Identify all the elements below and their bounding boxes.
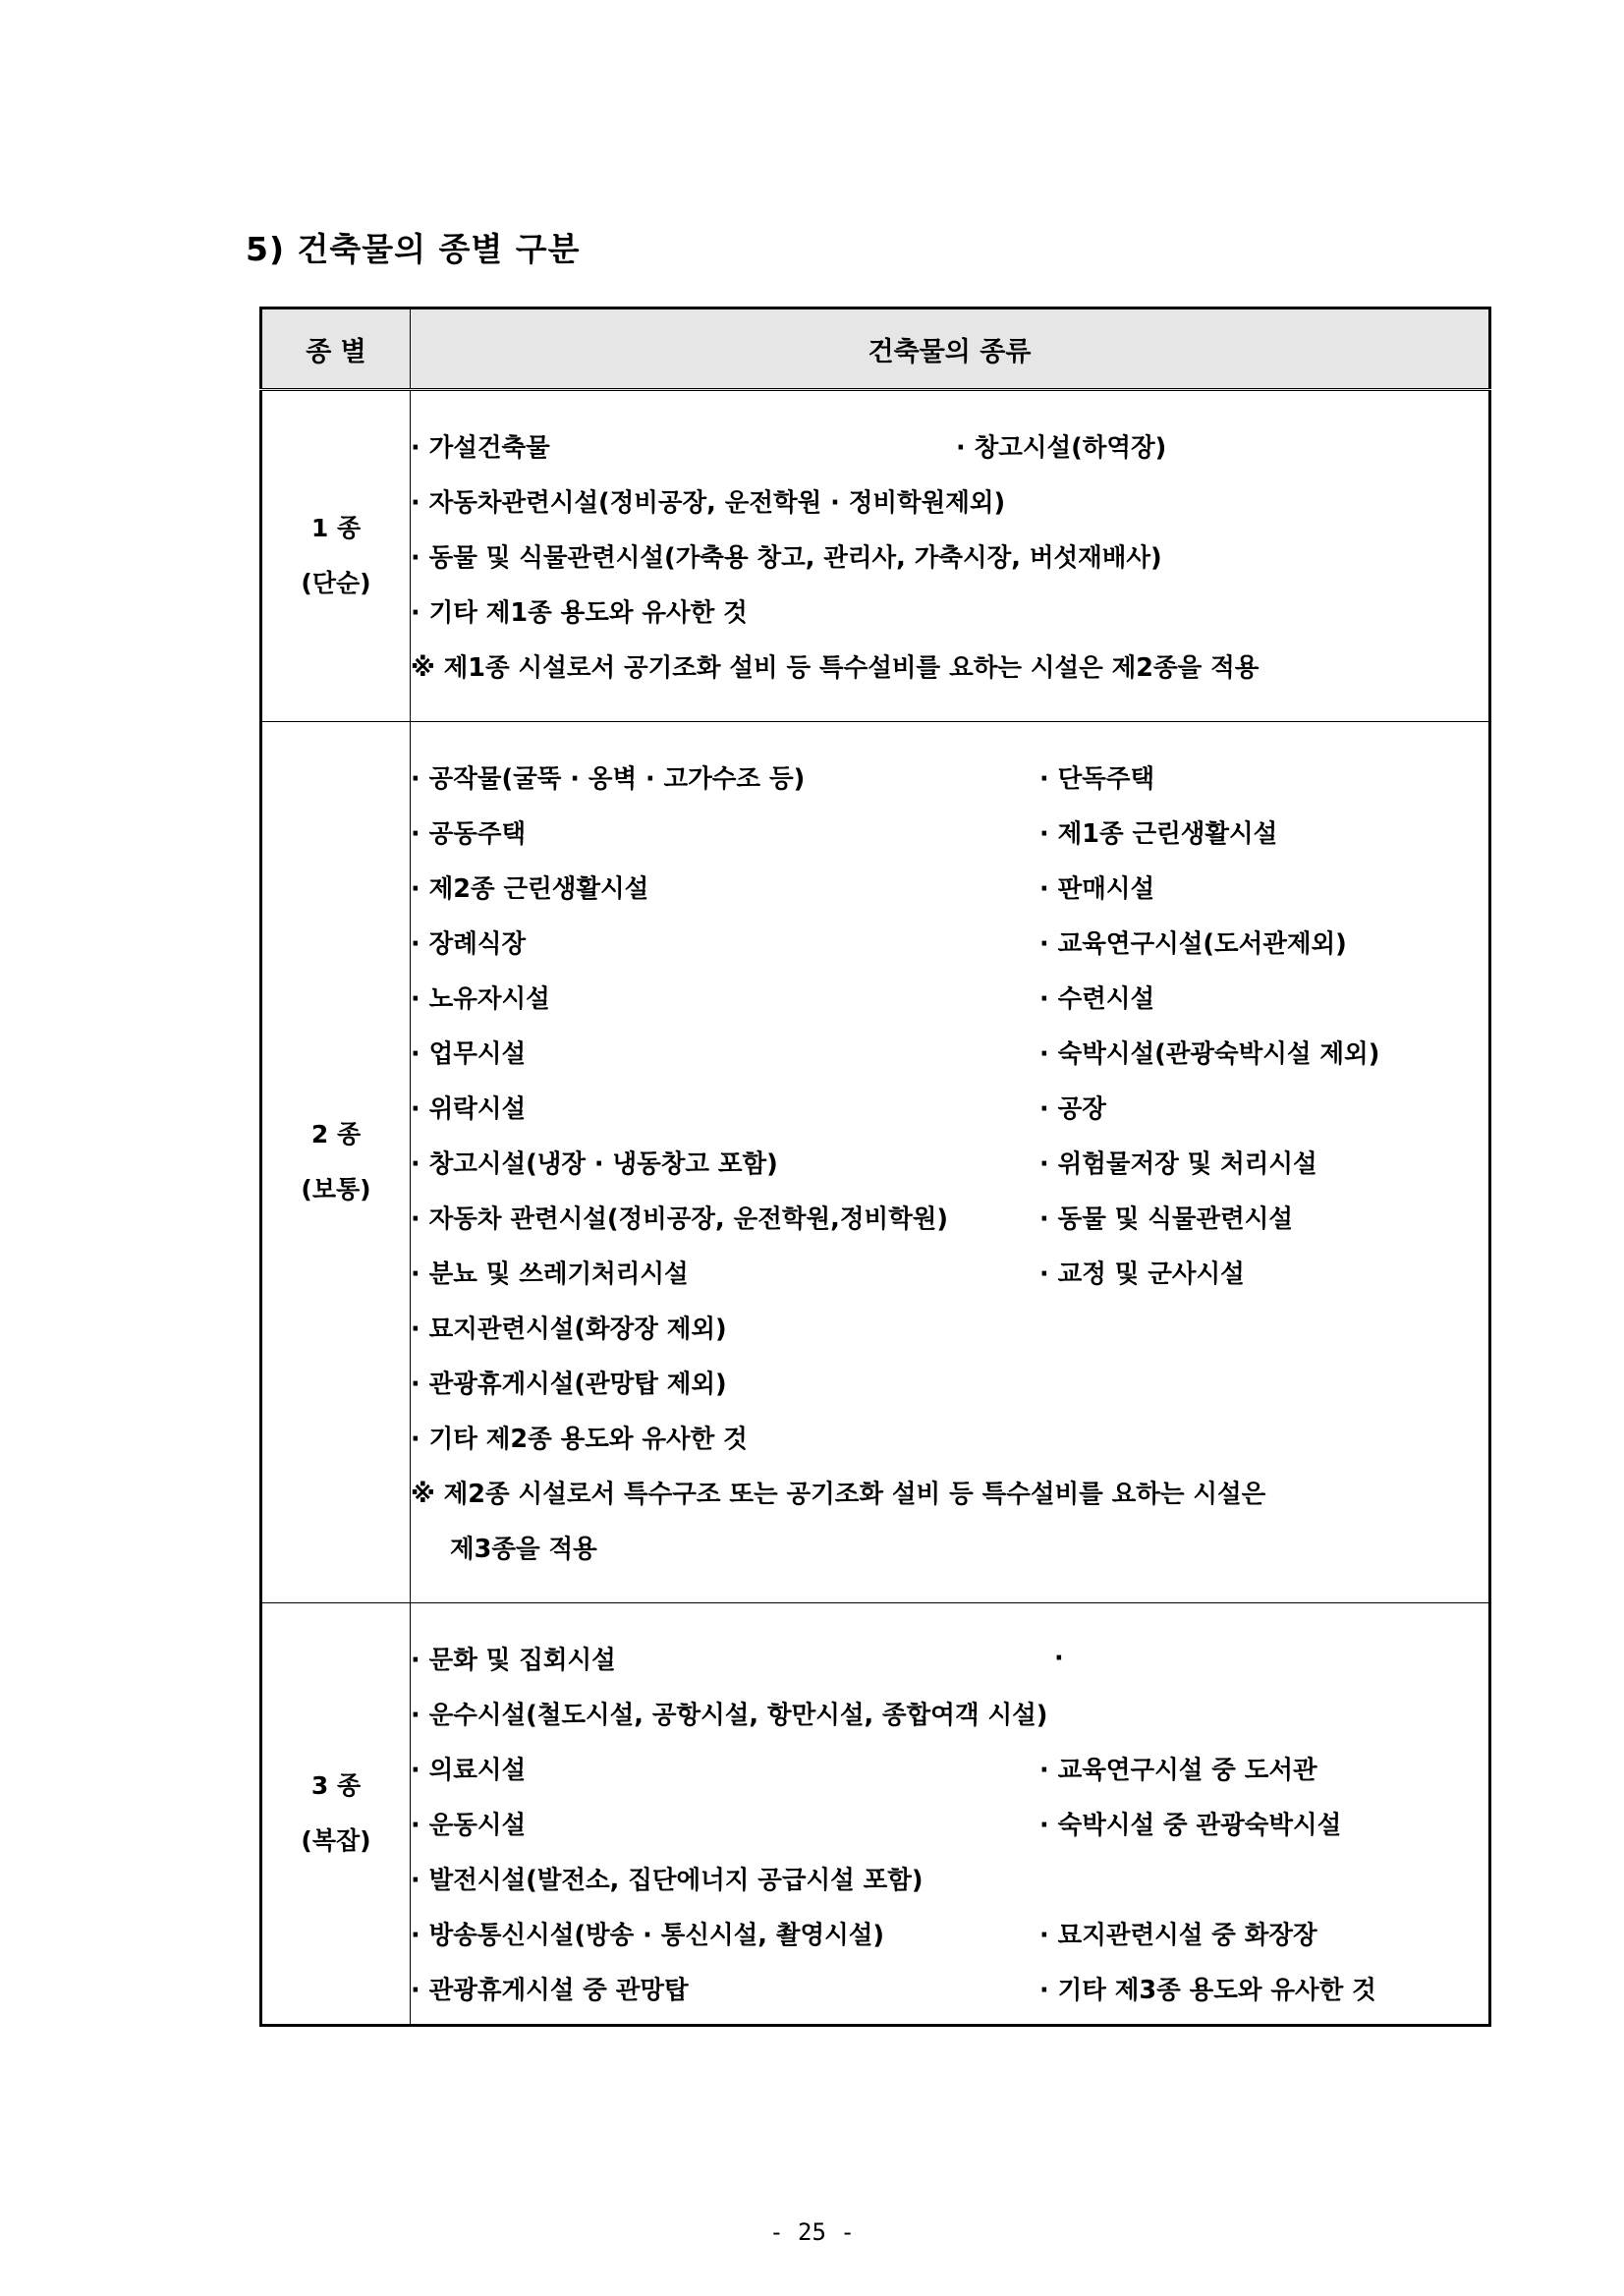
list-item: · 공동주택 · 제1종 근린생활시설	[411, 819, 1278, 849]
list-item: · 공작물(굴뚝 · 옹벽 · 고가수조 등) · 단독주택	[411, 764, 1155, 794]
list-item: · 위락시설 · 공장	[411, 1094, 1106, 1124]
list-item: · 발전시설(발전소, 집단에너지 공급시설 포함)	[411, 1866, 924, 1895]
list-item: · 업무시설 · 숙박시설(관광숙박시설 제외)	[411, 1039, 1380, 1069]
list-item: · 관광휴게시설(관망탑 제외)	[411, 1370, 727, 1399]
list-item: · 장례식장 · 교육연구시설(도서관제외)	[411, 929, 1347, 959]
grade2-items	[411, 722, 1490, 1603]
grade3-cell	[261, 1603, 411, 2026]
section-heading: 5) 건축물의 종별 구분	[246, 230, 581, 268]
table-header-row	[261, 308, 1490, 390]
grade2-note: ※ 제2종 시설로서 특수구조 또는 공기조화 설비 등 특수설비를 요하는 시설은	[411, 1480, 1266, 1509]
list-item: · 동물 및 식물관련시설(가축용 창고, 관리사, 가축시장, 버섯재배사)	[411, 543, 1162, 573]
list-item: · 노유자시설 · 수련시설	[411, 984, 1155, 1014]
table-row-grade1	[261, 390, 1490, 722]
table-row-grade3	[261, 1603, 1490, 2026]
list-item: · 분뇨 및 쓰레기처리시설 · 교정 및 군사시설	[411, 1260, 1245, 1289]
list-item: · 가설건축물 · 창고시설(하역장)	[411, 433, 1167, 463]
grade3-label: 3 종	[310, 1771, 362, 1800]
grade1-note: ※ 제1종 시설로서 공기조화 설비 등 특수설비를 요하는 시설은 제2종을 적용	[411, 653, 1260, 683]
list-item: · 창고시설(냉장 · 냉동창고 포함) · 위험물저장 및 처리시설	[411, 1149, 1317, 1179]
page-number: - 25 -	[769, 2218, 855, 2246]
grade1-label: 1 종	[310, 514, 362, 542]
list-item: · 운수시설(철도시설, 공항시설, 항만시설, 종합여객 시설)	[411, 1701, 1048, 1730]
list-item: · 자동차관련시설(정비공장, 운전학원 · 정비학원제외)	[411, 488, 1006, 518]
grade2-note-continued: 제3종을 적용	[450, 1535, 597, 1564]
grade2-type: (보통)	[301, 1175, 371, 1204]
list-item: · 관광휴게시설 중 관망탑 · 기타 제3종 용도와 유사한 것	[411, 1976, 1376, 2005]
grade2-label: 2 종	[310, 1120, 362, 1148]
list-item: · 방송통신시설(방송 · 통신시설, 촬영시설) · 묘지관련시설 중 화장장	[411, 1921, 1317, 1950]
table-row-grade2	[261, 722, 1490, 1603]
list-item: · 의료시설 · 교육연구시설 중 도서관	[411, 1756, 1317, 1785]
grade1-cell	[261, 390, 411, 722]
list-item: · 제2종 근린생활시설 · 판매시설	[411, 874, 1155, 904]
grade1-items	[411, 390, 1490, 722]
grade3-items	[411, 1603, 1490, 2026]
list-item: · 기타 제2종 용도와 유사한 것	[411, 1425, 748, 1454]
list-item: · 운동시설 · 숙박시설 중 관광숙박시설	[411, 1811, 1342, 1840]
header-grade: 종 별	[261, 308, 411, 390]
grade2-cell	[261, 722, 411, 1603]
list-item: · 기타 제1종 용도와 유사한 것	[411, 598, 748, 628]
building-class-table	[259, 307, 1491, 2027]
list-item: · 묘지관련시설(화장장 제외)	[411, 1315, 727, 1344]
header-building-types: 건축물의 종류	[411, 308, 1490, 390]
list-item: · 문화 및 집회시설 ·	[411, 1644, 1064, 1675]
grade3-type: (복잡)	[301, 1826, 371, 1855]
list-item: · 자동차 관련시설(정비공장, 운전학원,정비학원) · 동물 및 식물관련시설	[411, 1204, 1294, 1234]
grade1-type: (단순)	[301, 569, 371, 597]
